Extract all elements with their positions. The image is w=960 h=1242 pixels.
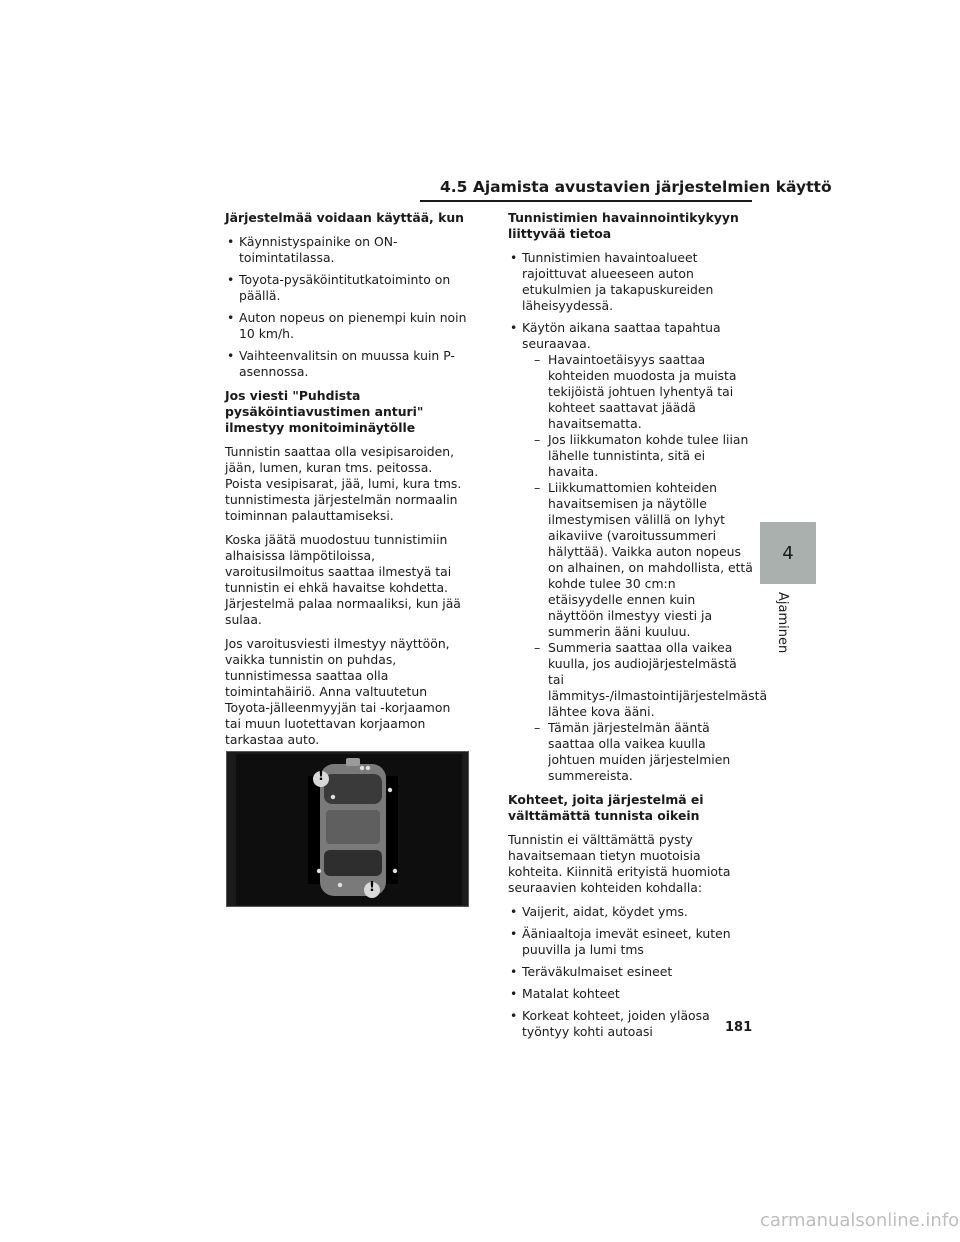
sub-list-item: – Havaintoetäisyys saattaa kohteiden muodosta ja muista tekijöistä johtuen lyhentyä tai kohteet saattavat jäädä havaitsematta. [534,352,753,432]
paragraph: Tunnistin ei välttämättä pysty havaitsemaan tietyn muotoisia kohteita. Kiinnitä erityistä huomiota seuraavien kohteiden kohdalla: [508,832,731,895]
sub-list-item: – Tämän järjestelmän ääntä saattaa olla vaikea kuulla johtuen muiden järjestelmien summereista. [534,720,753,784]
heading-usage-conditions: Järjestelmää voidaan käyttää, kun [225,210,464,225]
heading-clean-sensor-message: Jos viesti "Puhdista pysäköintiavustimen anturi" ilmestyy monitoiminäytölle [225,388,424,435]
figure-screen [236,754,462,905]
paragraph: Tunnistin saattaa olla vesipisaroiden, jään, lumen, kuran tms. peitossa. Poista vesipisarat, jää, lumi, kura tms. tunnistimesta järjestelmän normaalin toiminnan palauttamiseksi. [225,444,462,523]
chapter-number: 4 [782,543,794,564]
sub-list-item: – Liikkumattomien kohteiden havaitsemisen ja näytölle ilmestymisen välillä on lyhyt aikaviive (varoitussummeri hälyttää). Vaikka auton nopeus on alhainen, on mahdollista, että kohde tulee 30 cm:n etäisyydelle ennen kuin näyttöön ilmestyy viesti ja summerin ääni kuuluu. [534,480,753,640]
list-item [508,320,768,784]
usage-conditions-list [225,234,470,380]
car-top-view-icon [236,754,462,905]
warning-icon: ! [318,769,324,784]
sub-list-item: – Jos liikkumaton kohde tulee liian lähelle tunnistinta, sitä ei havaita. [534,432,753,480]
list-item: • Ääniaaltoja imevät esineet, kuten puuvilla ja lumi tms [508,926,753,958]
heading-sensor-info: Tunnistimien havainnointikykyyn liittyvää tietoa [508,210,739,241]
list-item: • Toyota-pysäköintitutkatoiminto on päällä. [225,272,470,304]
right-column [508,210,768,1048]
left-column [225,210,470,756]
paragraph: Koska jäätä muodostuu tunnistimiin alhaisissa lämpötiloissa, varoitusilmoitus saattaa ilmestyä tai tunnistin ei ehkä havaitse kohdetta. Järjestelmä palaa normaaliksi, kun jää sulaa. [225,532,461,627]
list-item: • Tunnistimien havaintoalueet rajoittuvat alueeseen auton etukulmien ja takapuskureiden läheisyydessä. [508,250,753,314]
watermark: carmanualsonline.info [760,1210,960,1231]
chapter-label: Ajaminen [775,592,790,654]
section-header: 4.5 Ajamista avustavien järjestelmien käyttö [440,178,832,196]
list-item: • Teräväkulmaiset esineet [508,964,753,980]
sub-list-item: – Summeria saattaa olla vaikea kuulla, jos audiojärjestelmästä tai lämmitys-/ilmastointijärjestelmästä lähtee kova ääni. [534,640,753,720]
paragraph: Jos varoitusviesti ilmestyy näyttöön, vaikka tunnistin on puhdas, tunnistimessa saattaa olla toimintahäiriö. Anna valtuutetun Toyota-jälleenmyyjän tai -korjaamon tai muun luotettavan korjaamon tarkastaa auto. [225,636,451,747]
header-rule [420,200,752,202]
list-item: • Korkeat kohteet, joiden yläosa työntyy kohti autoasi [508,1008,753,1040]
list-item: • Vaihteenvalitsin on muussa kuin P-asennossa. [225,348,470,380]
figure-parking-sensor-display [226,751,469,907]
sub-list [522,352,768,784]
list-item: • Vaijerit, aidat, köydet yms. [508,904,753,920]
list-item: • Matalat kohteet [508,986,753,1002]
warning-icon: ! [369,880,375,895]
undetected-objects-list [508,904,753,1040]
list-item: • Auton nopeus on pienempi kuin noin 10 km/h. [225,310,470,342]
list-item-text: Käytön aikana saattaa tapahtua seuraavaa. [522,320,721,351]
heading-undetected-objects: Kohteet, joita järjestelmä ei välttämättä tunnista oikein [508,792,704,823]
list-item: • Käynnistyspainike on ON-toimintatilassa. [225,234,470,266]
sensor-info-list [508,250,768,784]
page-number: 181 [725,1020,753,1035]
